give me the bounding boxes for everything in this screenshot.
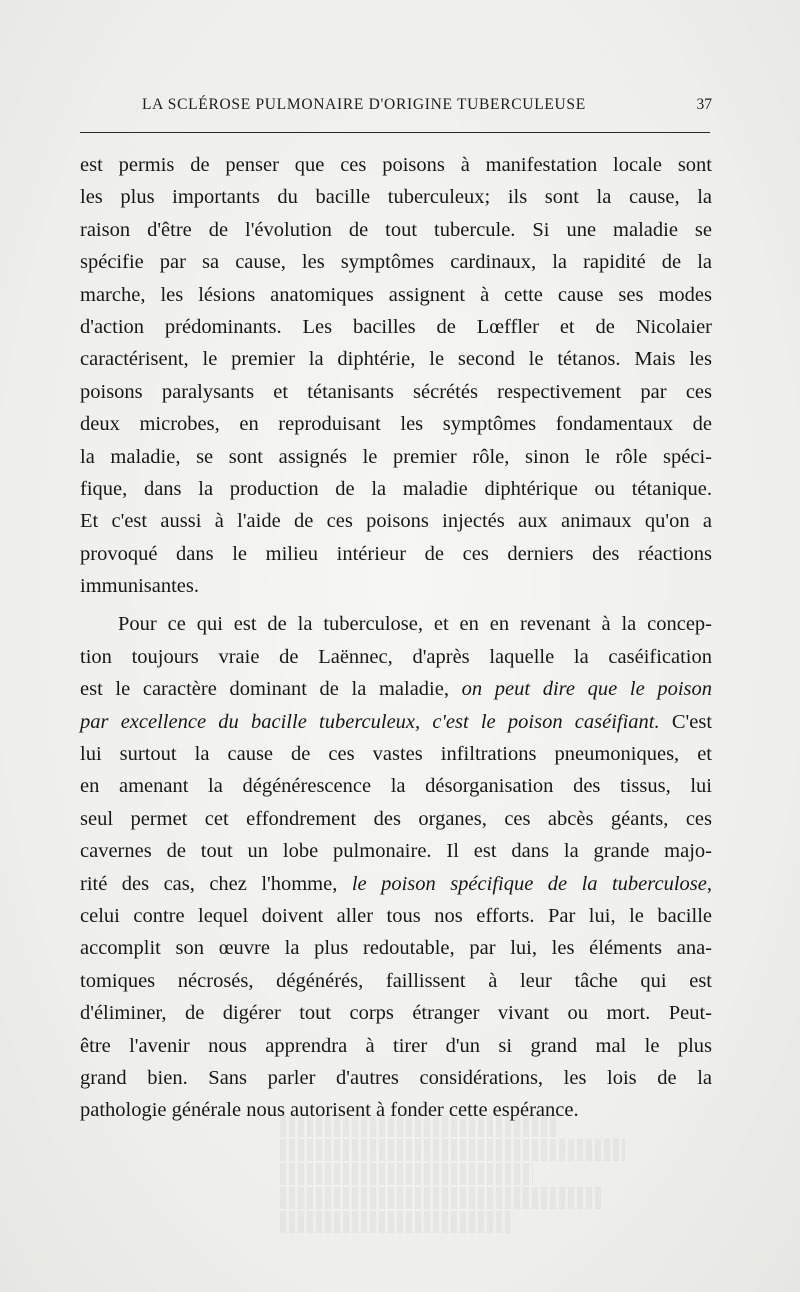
text-line (80, 376, 712, 408)
text-run: d'action prédominants. Les bacilles de Lœffler et de Nicolaier (80, 315, 712, 338)
text-line (80, 770, 712, 802)
running-title: LA SCLÉROSE PULMONAIRE D'ORIGINE TUBERCULEUSE (142, 96, 586, 113)
text-run: spécifie par sa cause, les symptômes cardinaux, la rapidité de la (80, 251, 712, 274)
text-run: est permis de penser que ces poisons à manifestation locale sont (80, 154, 712, 176)
text-run: C'est (659, 710, 713, 733)
text-line (80, 1062, 712, 1094)
text-run: provoqué dans le milieu intérieur de ces derniers des réactions (80, 542, 712, 565)
text-line (80, 835, 712, 867)
text-run: être l'avenir nous apprendra à tirer d'un si grand mal le plus (80, 1034, 712, 1057)
text-run: tomiques nécrosés, dégénérés, faillissent à leur tâche qui est (80, 969, 712, 992)
text-line (80, 214, 712, 246)
text-line (80, 343, 712, 375)
header-rule (80, 132, 710, 133)
text-line (80, 608, 712, 640)
text-run: poisons paralysants et tétanisants sécrétés respectivement par ces (80, 380, 712, 403)
text-run: seul permet cet effondrement des organes, ces abcès géants, ces (80, 807, 712, 830)
text-line (80, 673, 712, 705)
text-line (80, 803, 712, 835)
text-line (80, 505, 712, 537)
text-run: raison d'être de l'évolution de tout tubercule. Si une maladie se (80, 218, 712, 241)
text-line (80, 473, 712, 505)
text-run: rité des cas, chez l'homme, (80, 872, 352, 895)
text-run: grand bien. Sans parler d'autres considérations, les lois de la (80, 1066, 712, 1089)
text-line (80, 246, 712, 278)
text-line (80, 641, 712, 673)
text-line (80, 900, 712, 932)
text-line (80, 441, 712, 473)
text-run: est le caractère dominant de la maladie, (80, 678, 462, 701)
text-line (80, 538, 712, 570)
page-number: 37 (696, 96, 712, 113)
text-line (80, 965, 712, 997)
text-line (80, 1094, 712, 1126)
text-run: les plus importants du bacille tuberculeux; ils sont la cause, la (80, 186, 712, 209)
text-run: cavernes de tout un lobe pulmonaire. Il est dans la grande majo- (80, 840, 712, 863)
italic-run: on peut dire que le poison (461, 678, 712, 701)
text-line (80, 706, 712, 738)
text-line (80, 1030, 712, 1062)
text-run: accomplit son œuvre la plus redoutable, par lui, les éléments ana- (80, 937, 712, 960)
text-line (80, 738, 712, 770)
text-line (80, 149, 712, 181)
text-run: la maladie, se sont assignés le premier rôle, sinon le rôle spéci- (80, 445, 712, 468)
text-line (80, 868, 712, 900)
text-run: pathologie générale nous autorisent à fonder cette espérance. (80, 1099, 579, 1122)
text-line (80, 181, 712, 213)
text-run: celui contre lequel doivent aller tous nos efforts. Par lui, le bacille (80, 904, 712, 927)
text-line (80, 279, 712, 311)
running-head (80, 96, 712, 122)
text-run: immunisantes. (80, 575, 200, 598)
text-run: lui surtout la cause de ces vastes infiltrations pneumoniques, et (80, 743, 712, 766)
text-run: , (706, 872, 712, 895)
text-run: caractérisent, le premier la diphtérie, le second le tétanos. Mais les (80, 348, 712, 371)
text-line (80, 408, 712, 440)
text-run: tion toujours vraie de Laënnec, d'après laquelle la caséification (80, 645, 712, 668)
text-run: Et c'est aussi à l'aide de ces poisons injectés aux animaux qu'on a (80, 510, 712, 533)
text-line (80, 932, 712, 964)
text-line (80, 311, 712, 343)
text-run: d'éliminer, de digérer tout corps étranger vivant ou mort. Peut- (80, 1002, 712, 1025)
text-run: fique, dans la production de la maladie diphtérique ou tétanique. (80, 477, 712, 500)
text-run: Pour ce qui est de la tuberculose, et en en revenant à la concep- (118, 613, 712, 636)
bleed-through-shadow (280, 1115, 740, 1235)
text-run: en amenant la dégénérescence la désorganisation des tissus, lui (80, 775, 712, 798)
italic-run: par excellence du bacille tuberculeux, c'est le poison caséifiant. (80, 710, 660, 733)
text-run: deux microbes, en reproduisant les symptômes fondamentaux de (80, 413, 712, 436)
text-line (80, 570, 712, 602)
italic-run: le poison spécifique de la tuberculose (351, 872, 707, 895)
body-text (80, 149, 712, 1127)
text-run: marche, les lésions anatomiques assignent à cette cause ses modes (80, 283, 712, 306)
text-line (80, 997, 712, 1029)
